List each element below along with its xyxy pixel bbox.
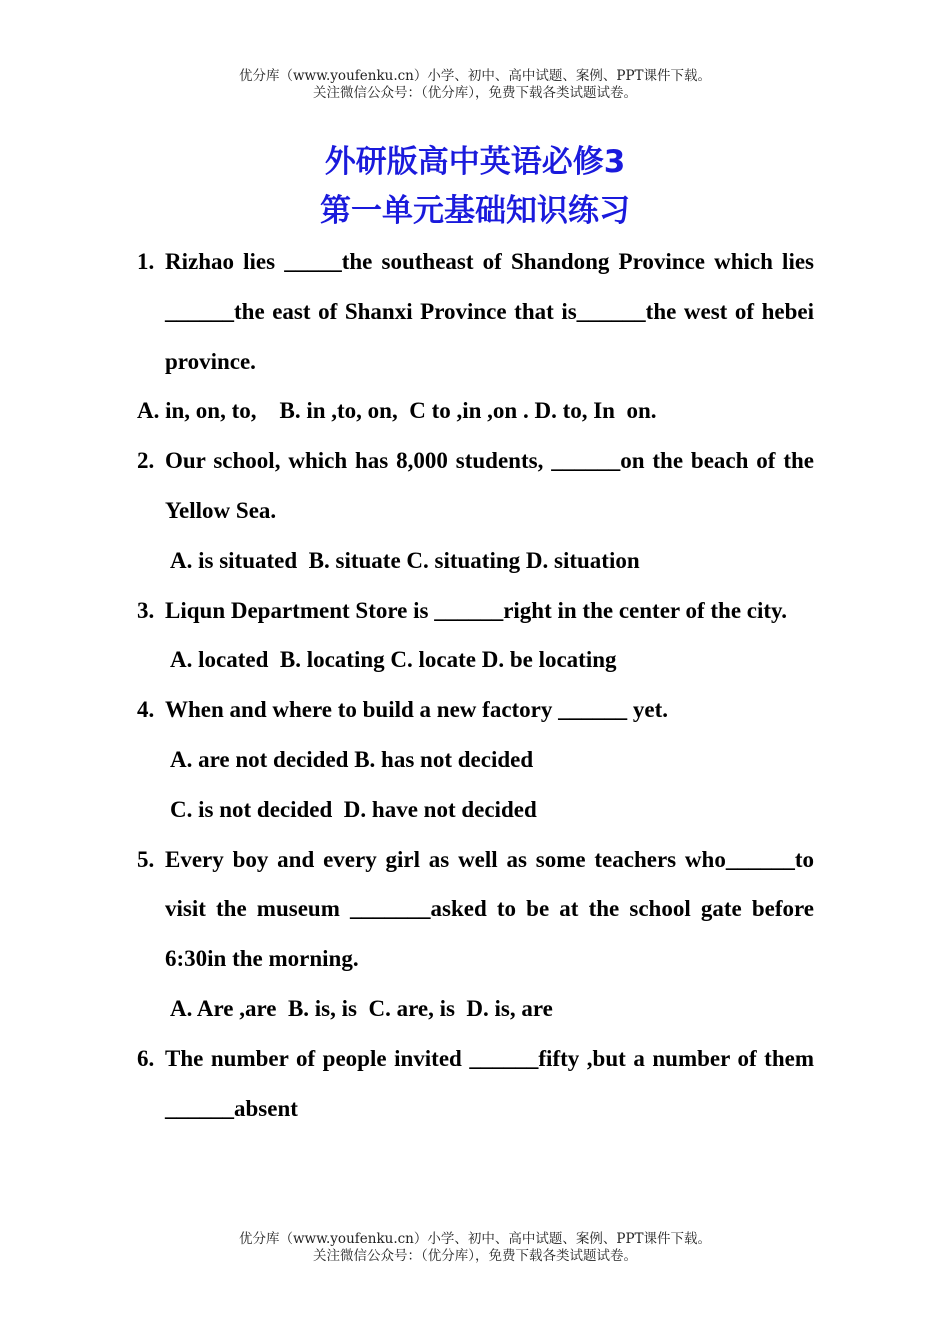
page-footer: [0, 1231, 950, 1265]
question-5: [137, 835, 814, 984]
question-1: [137, 237, 814, 386]
question-text: Rizhao lies _____the southeast of Shandong Province which lies ______the east of Shanxi Province that is______the west of hebei province.: [165, 249, 814, 374]
title-line-1: 外研版高中英语必修3: [324, 144, 626, 180]
question-4-options-c-d: C. is not decided D. have not decided: [170, 796, 537, 822]
question-text: When and where to build a new factory ______ yet.: [165, 697, 669, 723]
footer-line-1: 优分库（www.youfenku.cn）小学、初中、高中试题、案例、PPT课件下载。: [238, 1231, 712, 1247]
question-text: Our school, which has 8,000 students, ______on the beach of the Yellow Sea.: [165, 448, 814, 523]
question-4: [137, 685, 814, 735]
title-line-2: 第一单元基础知识练习: [320, 193, 630, 229]
question-6: [137, 1034, 814, 1134]
question-text: Every boy and every girl as well as some teachers who______to visit the museum _______asked to be at the school gate before 6:30in the morning.: [165, 846, 814, 972]
question-text: The number of people invited ______fifty ,but a number of them ______absent: [165, 1045, 814, 1121]
question-number: 5.: [137, 846, 155, 872]
footer-line-2: 关注微信公众号：（优分库），免费下载各类试题试卷。: [313, 1248, 637, 1264]
question-1-options: A. in, on, to, B. in ,to, on, C to ,in ,on . D. to, In on.: [137, 398, 657, 424]
question-number: 6.: [137, 1045, 155, 1071]
question-text: Liqun Department Store is ______right in the center of the city.: [165, 597, 788, 623]
question-2: [137, 436, 814, 536]
question-number: 1.: [137, 249, 155, 274]
page-header: [0, 68, 950, 102]
question-4-options-a-b: A. are not decided B. has not decided: [170, 746, 534, 772]
question-2-options: A. is situated B. situate C. situating D. situation: [170, 547, 640, 573]
question-number: 3.: [137, 597, 155, 623]
question-3: [137, 586, 814, 636]
header-line-2: 关注微信公众号：（优分库），免费下载各类试题试卷。: [313, 85, 637, 101]
question-5-options: A. Are ,are B. is, is C. are, is D. is, are: [170, 995, 553, 1021]
question-list: [137, 237, 814, 1133]
header-line-1: 优分库（www.youfenku.cn）小学、初中、高中试题、案例、PPT课件下载。: [238, 68, 712, 84]
question-number: 4.: [137, 697, 155, 723]
question-number: 2.: [137, 448, 155, 474]
question-3-options: A. located B. locating C. locate D. be locating: [170, 647, 617, 673]
